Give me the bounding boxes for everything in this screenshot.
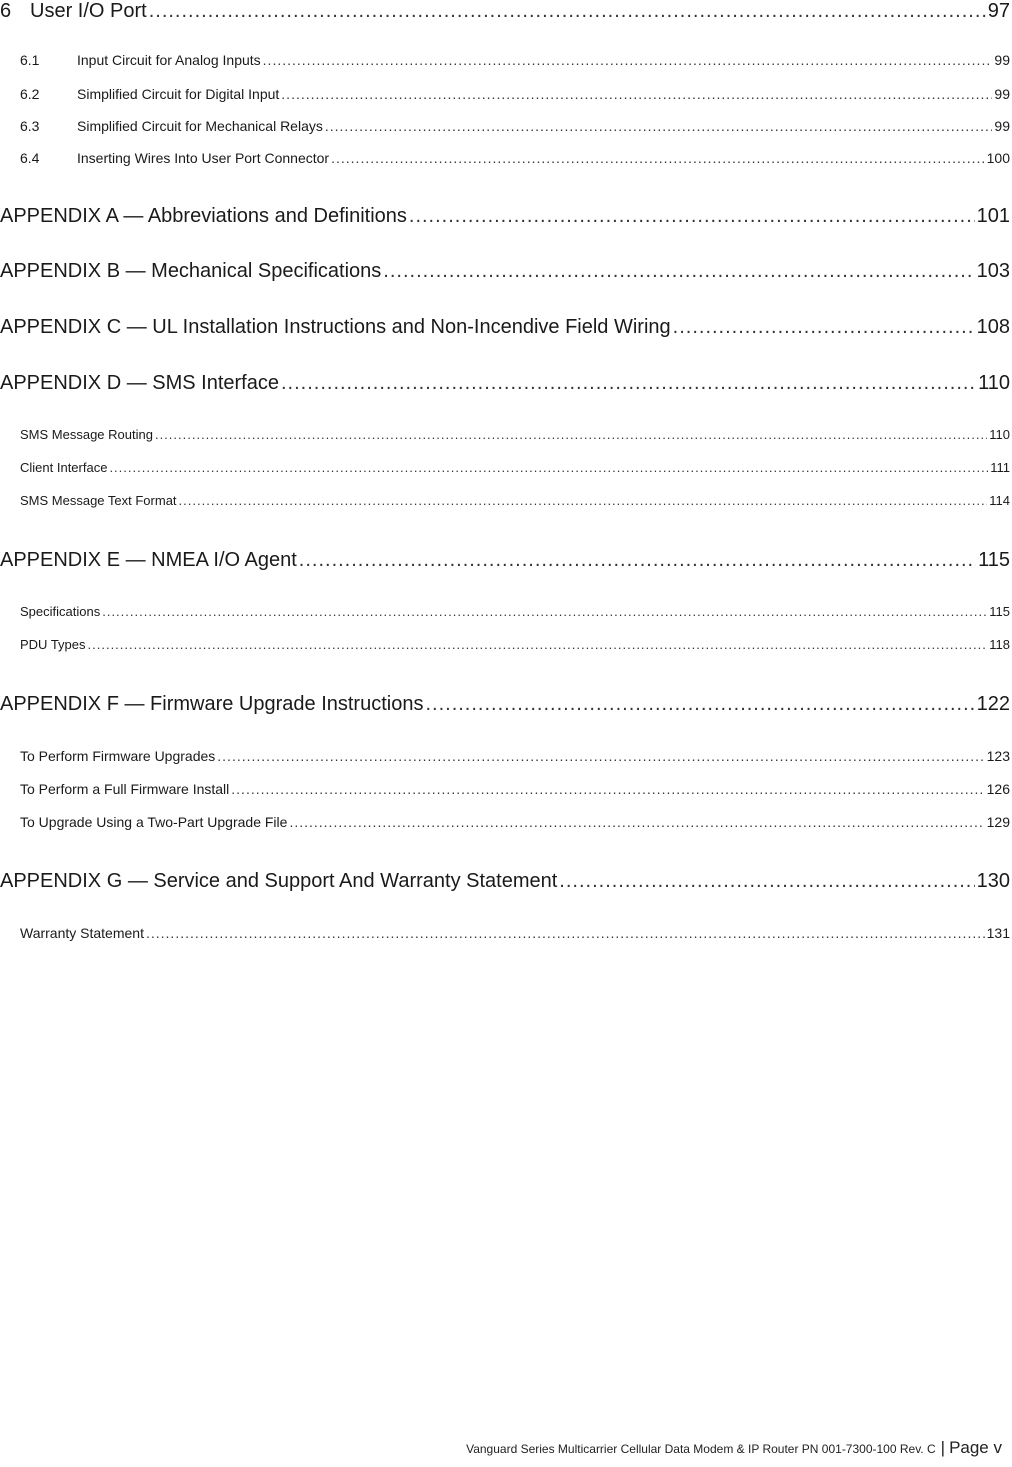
toc-entry-title: Simplified Circuit for Mechanical Relays [77, 118, 323, 134]
toc-dot-leader [217, 748, 984, 764]
toc-entry[interactable] [0, 549, 1010, 572]
toc-entry-page: 129 [986, 814, 1010, 830]
toc-entry-number: 6.4 [20, 150, 40, 166]
toc-entry[interactable] [0, 0, 1010, 23]
toc-entry[interactable] [0, 693, 1010, 716]
toc-entry-page: 101 [976, 205, 1010, 227]
toc-entry-page: 110 [978, 372, 1010, 394]
toc-entry-number: 6.3 [20, 118, 40, 134]
toc-entry-page: 114 [989, 493, 1010, 508]
toc-entry-page: 99 [994, 118, 1010, 134]
toc-entry-title: Input Circuit for Analog Inputs [77, 52, 261, 68]
toc-dot-leader [281, 86, 992, 102]
toc-dot-leader [102, 604, 987, 619]
footer-separator: | [940, 1438, 946, 1457]
toc-entry-page: 97 [987, 0, 1010, 22]
toc-entry[interactable] [20, 925, 1010, 941]
toc-dot-leader [425, 693, 974, 716]
footer-page-number: Page v [949, 1438, 1002, 1457]
toc-entry-title: APPENDIX A — Abbreviations and Definitions [0, 205, 407, 227]
toc-entry[interactable] [0, 372, 1010, 395]
toc-entry[interactable] [20, 781, 1010, 797]
toc-entry-title: Client Interface [20, 460, 108, 475]
toc-entry[interactable] [0, 205, 1010, 228]
toc-dot-leader [149, 0, 986, 23]
toc-dot-leader [155, 427, 987, 442]
toc-entry[interactable] [20, 460, 1010, 475]
toc-entry-number: 6.1 [20, 52, 40, 68]
toc-entry[interactable] [20, 427, 1010, 442]
toc-entry-title: Simplified Circuit for Digital Input [77, 86, 280, 102]
toc-entry[interactable] [0, 870, 1010, 893]
toc-dot-leader [331, 150, 985, 166]
toc-entry-title: APPENDIX F — Firmware Upgrade Instructions [0, 693, 424, 715]
toc-entry-page: 118 [989, 637, 1010, 652]
toc-entry-page: 126 [986, 781, 1010, 797]
footer-document-info: Vanguard Series Multicarrier Cellular Data Modem & IP Router PN 001-7300-100 Rev. C [466, 1442, 936, 1456]
toc-entry-title: APPENDIX G — Service and Support And Warranty Statement [0, 870, 558, 892]
page-footer [466, 1438, 1002, 1458]
toc-entry-title: PDU Types [20, 637, 86, 652]
toc-entry-page: 115 [978, 549, 1010, 571]
toc-entry-title: Warranty Statement [20, 925, 144, 941]
toc-entry-page: 115 [989, 604, 1010, 619]
toc-entry-page: 99 [994, 52, 1010, 68]
toc-dot-leader [109, 460, 988, 475]
toc-dot-leader [281, 372, 976, 395]
toc-entry-title: APPENDIX B — Mechanical Specifications [0, 260, 382, 282]
toc-entry-page: 122 [976, 693, 1010, 715]
toc-entry-page: 108 [976, 316, 1010, 338]
toc-entry-title: User I/O Port [30, 0, 147, 22]
toc-entry[interactable] [20, 604, 1010, 619]
toc-dot-leader [88, 637, 988, 652]
toc-entry-title: APPENDIX C — UL Installation Instructions and Non-Incendive Field Wiring [0, 316, 671, 338]
toc-entry[interactable] [20, 493, 1010, 508]
toc-entry-title: To Perform Firmware Upgrades [20, 748, 216, 764]
toc-entry-page: 99 [994, 86, 1010, 102]
toc-entry-page: 131 [986, 925, 1010, 941]
toc-dot-leader [146, 925, 985, 941]
toc-entry-title: To Perform a Full Firmware Install [20, 781, 230, 797]
toc-dot-leader [289, 814, 984, 830]
toc-dot-leader [383, 260, 974, 283]
toc-entry-page: 100 [986, 150, 1010, 166]
toc-entry-page: 130 [976, 870, 1010, 892]
toc-entry[interactable] [20, 748, 1010, 764]
toc-dot-leader [409, 205, 975, 228]
toc-entry[interactable] [20, 118, 1010, 134]
toc-entry[interactable] [0, 260, 1010, 283]
toc-entry[interactable] [20, 814, 1010, 830]
toc-entry-title: SMS Message Text Format [20, 493, 177, 508]
toc-dot-leader [179, 493, 988, 508]
toc-entry-page: 111 [990, 460, 1010, 475]
toc-entry[interactable] [20, 86, 1010, 102]
toc-entry-number: 6.2 [20, 86, 40, 102]
toc-dot-leader [263, 52, 993, 68]
toc-entry[interactable] [20, 637, 1010, 652]
toc-dot-leader [559, 870, 974, 893]
toc-entry-number: 6 [0, 0, 12, 22]
toc-entry-page: 123 [986, 748, 1010, 764]
toc-dot-leader [231, 781, 984, 797]
toc-entry-page: 103 [976, 260, 1010, 282]
toc-dot-leader [325, 118, 993, 134]
toc-dot-leader [299, 549, 976, 572]
toc-dot-leader [673, 316, 975, 339]
toc-entry-title: Inserting Wires Into User Port Connector [77, 150, 330, 166]
toc-entry-title: To Upgrade Using a Two-Part Upgrade File [20, 814, 288, 830]
toc-entry[interactable] [0, 316, 1010, 339]
toc-entry-page: 110 [989, 427, 1010, 442]
toc-entry-title: APPENDIX D — SMS Interface [0, 372, 279, 394]
toc-entry-title: Specifications [20, 604, 101, 619]
toc-entry[interactable] [20, 150, 1010, 166]
toc-entry-title: SMS Message Routing [20, 427, 153, 442]
toc-entry[interactable] [20, 52, 1010, 68]
toc-entry-title: APPENDIX E — NMEA I/O Agent [0, 549, 297, 571]
